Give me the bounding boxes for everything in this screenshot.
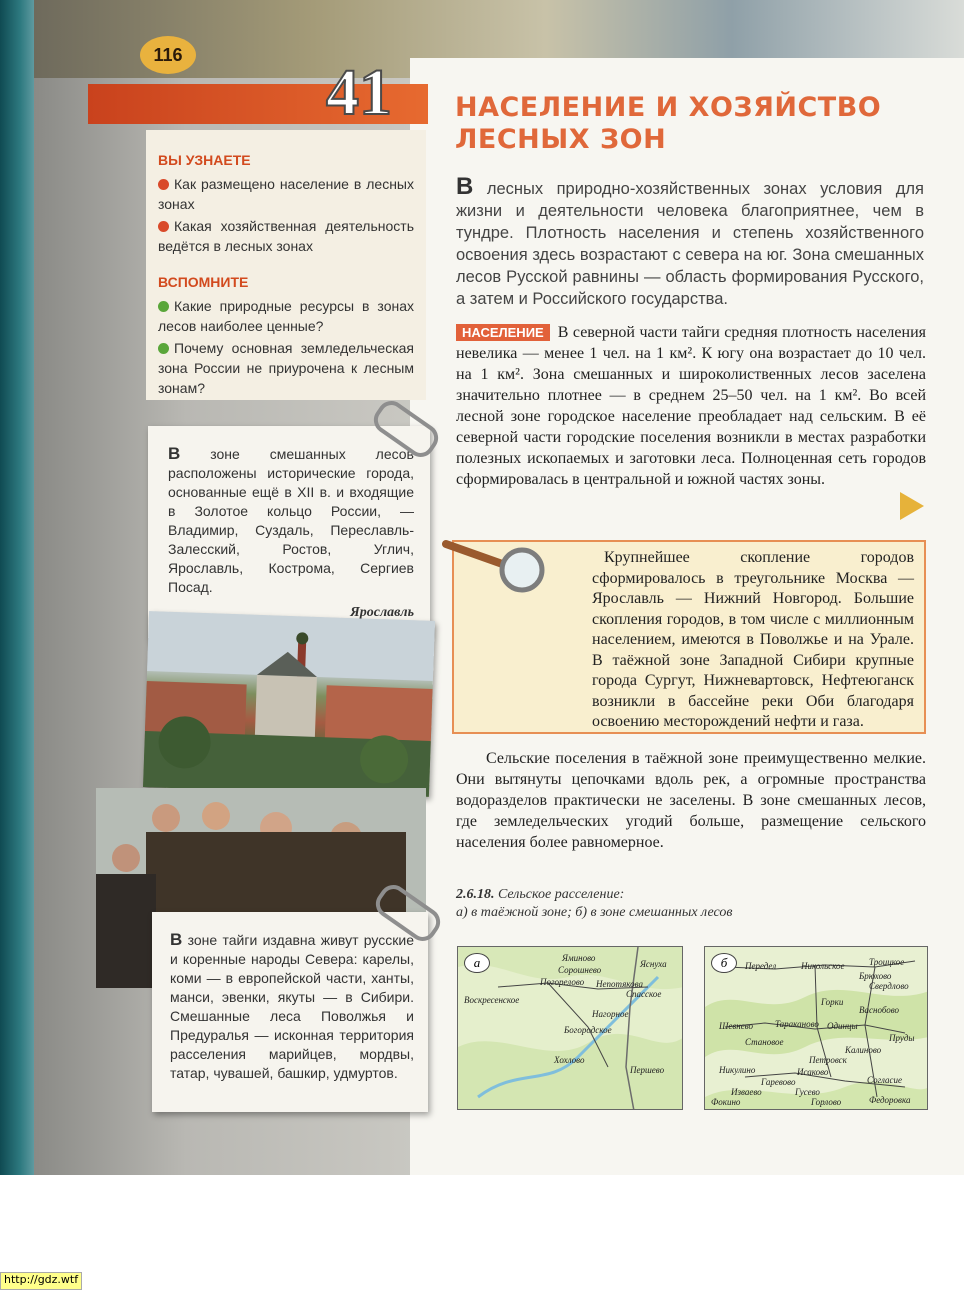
map-town: Гаревово (761, 1077, 796, 1087)
cities-text: зоне смешанных лесов расположены исторические города, основанные ещё в XII в. и входящие в Золотое кольцо России, — Владимир, Суздаль, Переславль-Залесский, Ростов, Углич, Ярославль, Кострома, Сергиев Посад. (168, 446, 414, 595)
green-bullet-icon (158, 343, 169, 354)
highlight-text: Крупнейшее скопление городов сформировалось в треугольнике Москва — Ярославль — Нижний Новгород. Большие скопления городов, в том числе с миллионным населением, имеются в Поволжье и на Урале. В таёжной зоне Западной Сибири крупные города Сургут, Нижневартовск, Нефтеюганск возникли в бассейне реки Оби благодаря освоению месторождений нефти и газа. (592, 549, 914, 730)
map-label: а (464, 953, 490, 973)
map-town: Никольское (801, 961, 845, 971)
map-town: Погорелово (540, 977, 585, 987)
book-spine (0, 0, 34, 1175)
recall-item: Какие природные ресурсы в зонах лесов наиболее ценные? (158, 298, 414, 334)
map-town: Петровск (809, 1055, 847, 1065)
red-bullet-icon (158, 221, 169, 232)
figure-subtitle: а) в таёжной зоне; б) в зоне смешанных лесов (456, 905, 733, 920)
map-town: Шевнево (719, 1021, 754, 1031)
map-taiga-settlement (457, 946, 683, 1110)
map-mixed-forest-settlement (704, 946, 928, 1110)
map-town: Спасское (626, 989, 662, 999)
map-town: Изваево (731, 1087, 762, 1097)
map-town: Фокино (711, 1097, 741, 1107)
green-bullet-icon (158, 301, 169, 312)
map-town: Брюхово (859, 971, 892, 981)
page-title: НАСЕЛЕНИЕ И ХОЗЯЙСТВО ЛЕСНЫХ ЗОН (455, 92, 882, 155)
map-town: Непотякова (596, 979, 643, 989)
map-town: Никулино (719, 1065, 756, 1075)
population-paragraph: НАСЕЛЕНИЕ В северной части тайги средняя плотность населения невелика — менее 1 чел. на 1 км². К югу она возрастает до 10 чел. на 1 км². Зона смешанных и широколиственных лесов заселена значительно плотнее — в среднем 25–50 чел. на 1 км². Во всей лесной зоне городское население преобладает над сельским. В её северной части городские поселения возникли в местах разработки полезных ископаемых и заготовки леса. Полноценная сеть городов сформировалась в центральной и южной частях зоны. (456, 324, 926, 488)
map-town: Першево (630, 1065, 665, 1075)
figure-caption: 2.6.18. Сельское расселение: а) в таёжной зоне; б) в зоне смешанных лесов (456, 887, 733, 920)
dropcap: В (168, 444, 181, 463)
dropcap: В (170, 930, 183, 949)
map-town: Нагорное (592, 1009, 629, 1019)
map-town: Васнобово (859, 1005, 900, 1015)
map-town: Горки (821, 997, 844, 1007)
map-town: Передел (745, 961, 777, 971)
figure-number: 2.6.18. (456, 887, 495, 902)
map-town: Тараканово (775, 1019, 819, 1029)
magnifier-icon (440, 536, 550, 596)
map-town: Одинцы (827, 1021, 858, 1031)
learn-item: Какая хозяйственная деятельность ведётся в лесных зонах (158, 218, 414, 254)
yaroslavl-photo (143, 611, 435, 797)
intro-paragraph: В лесных природно-хозяйственных зонах условия для жизни и деятельности человека благоприятнее, чем в тундре. Плотность населения и степень хозяйственного освоения здесь возрастают с севера на юг. Зона смешанных лесов Русской равнины — область формирования Русского, а затем и Российского государства. (456, 173, 924, 308)
map-town: Федоровка (869, 1095, 911, 1105)
map-label: б (711, 953, 737, 973)
map-town: Свердлово (869, 981, 909, 991)
map-town: Пруды (889, 1033, 915, 1043)
lesson-number: 41 (326, 56, 392, 129)
learn-recall-box (146, 130, 426, 400)
recall-item: Почему основная земледельческая зона России не приурочена к лесным зонам? (158, 340, 414, 396)
map-town: Троицкое (869, 957, 905, 967)
dropcap: В (456, 173, 474, 200)
map-town: Богородское (564, 1025, 612, 1035)
recall-heading: ВСПОМНИТЕ (158, 274, 249, 290)
map-town: Согласие (867, 1075, 902, 1085)
city-illustration (143, 611, 435, 797)
map-town: Горлово (811, 1097, 842, 1107)
page-number: 116 (140, 36, 196, 74)
photo-caption: Ярославль (350, 605, 414, 620)
map-town: Яминово (562, 953, 596, 963)
cities-card (148, 426, 430, 638)
arrow-marker-icon (900, 492, 924, 520)
peoples-text: зоне тайги издавна живут русские и коренные народы Севера: карелы, коми — в европейской части, ханты, манси, эвенки, якуты — в Сибири. Смешанные леса Поволжья и Предуралья — исконная территория расселения марийцев, мордвы, татар, чувашей, башкир, удмуртов. (170, 932, 414, 1081)
map-town: Исаково (797, 1067, 829, 1077)
map-town: Сорошнево (558, 965, 602, 975)
peoples-card (152, 912, 428, 1112)
learn-item: Как размещено население в лесных зонах (158, 176, 414, 212)
map-town: Гусево (795, 1087, 820, 1097)
map-town: Калиново (845, 1045, 882, 1055)
rural-paragraph: Сельские поселения в таёжной зоне преимущественно мелкие. Они вытянуты цепочками вдоль рек, а огромные пространства водоразделов практически не заселены. В зоне смешанных лесов, где земледельческих угодий больше, размещение сельского населения более равномерное. (456, 750, 926, 851)
section-tag: НАСЕЛЕНИЕ (456, 324, 550, 341)
red-bullet-icon (158, 179, 169, 190)
learn-heading: ВЫ УЗНАЕТЕ (158, 152, 251, 168)
map-town: Становое (745, 1037, 784, 1047)
map-town: Воскресенское (464, 995, 520, 1005)
site-link[interactable]: http://gdz.wtf (0, 1272, 82, 1290)
map-town: Яснуха (640, 959, 667, 969)
map-town: Хохлово (554, 1055, 585, 1065)
